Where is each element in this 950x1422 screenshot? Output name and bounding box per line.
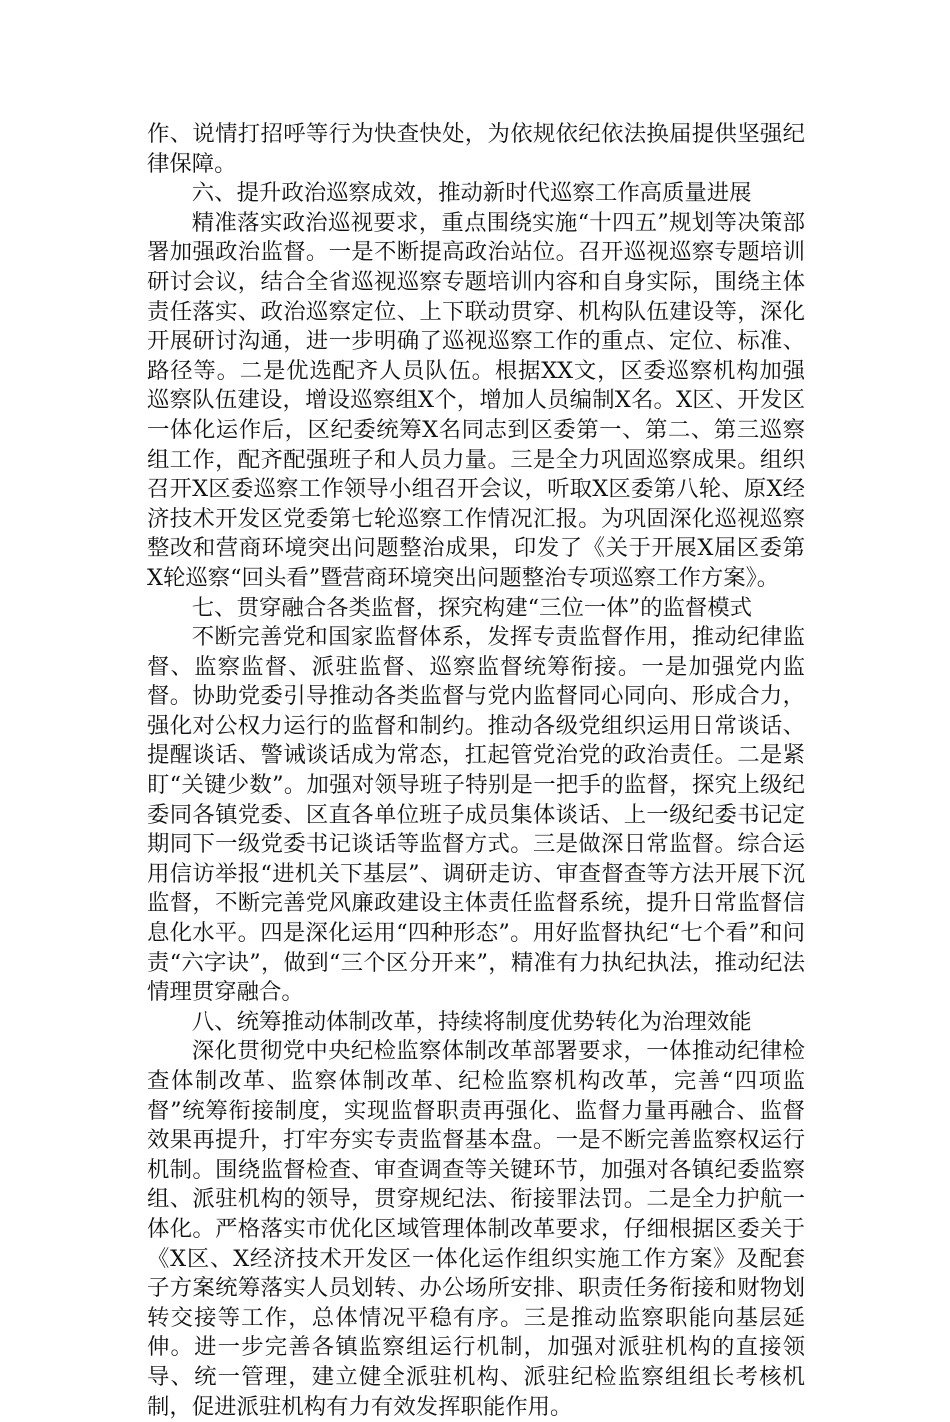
- section-heading-7: 七、贯穿融合各类监督，探究构建“三位一体”的监督模式: [191, 594, 753, 621]
- section-heading-8: 八、统筹推动体制改革，持续将制度优势转化为治理效能: [191, 1008, 752, 1035]
- section-body-7: 不断完善党和国家监督体系，发挥专责监督作用，推动纪律监督、监察监督、派驻监督、巡察监督统筹衔接。一是加强党内监督。协助党委引导推动各类监督与党内监督同心同向、形成合力，强化对公权力运行的监督和制约。推动各级党组织运用日常谈话、提醒谈话、警诫谈话成为常态，扛起管党治党的政治责任。二是紧盯“关键少数”。加强对领导班子特别是一把手的监督，探究上级纪委同各镇党委、区直各单位班子成员集体谈话、上一级纪委书记定期同下一级党委书记谈话等监督方式。三是做深日常监督。综合运用信访举报“进机关下基层”、调研走访、审查督查等方法开展下沉监督，不断完善党风廉政建设主体责任监督系统，提升日常监督信息化水平。四是深化运用“四种形态”。用好监督执纪“七个看”和问责“六字诀”，做到“三个区分开来”，精准有力执纪执法，推动纪法情理贯穿融合。: [147, 624, 805, 1006]
- paragraph-continuation: 作、说情打招呼等行为快查快处，为依规依纪依法换届提供坚强纪律保障。: [147, 121, 805, 177]
- document-page: [147, 120, 805, 1422]
- section-body-8: 深化贯彻党中央纪检监察体制改革部署要求，一体推动纪律检查体制改革、监察体制改革、纪检监察机构改革，完善“四项监督”统筹衔接制度，实现监督职责再强化、监督力量再融合、监督效果再提升，打牢夯实专责监督基本盘。一是不断完善监察权运行机制。围绕监督检查、审查调查等关键环节，加强对各镇纪委监察组、派驻机构的领导，贯穿规纪法、衔接罪法罚。二是全力护航一体化。严格落实市优化区域管理体制改革要求，仔细根据区委关于《X区、X经济技术开发区一体化运作组织实施工作方案》及配套子方案统筹落实人员划转、办公场所安排、职责任务衔接和财物划转交接等工作，总体情况平稳有序。三是推动监察职能向基层延伸。进一步完善各镇监察组运行机制，加强对派驻机构的直接领导、统一管理，建立健全派驻机构、派驻纪检监察组组长考核机制，促进派驻机构有力有效发挥职能作用。: [147, 1038, 805, 1420]
- section-body-6: 精准落实政治巡视要求，重点围绕实施“十四五”规划等决策部署加强政治监督。一是不断提高政治站位。召开巡视巡察专题培训研讨会议，结合全省巡视巡察专题培训内容和自身实际，围绕主体责任落实、政治巡察定位、上下联动贯穿、机构队伍建设等，深化开展研讨沟通，进一步明确了巡视巡察工作的重点、定位、标准、路径等。二是优选配齐人员队伍。根据XX文，区委巡察机构加强巡察队伍建设，增设巡察组X个，增加人员编制X名。X区、开发区一体化运作后，区纪委统筹X名同志到区委第一、第二、第三巡察组工作，配齐配强班子和人员力量。三是全力巩固巡察成果。组织召开X区委巡察工作领导小组召开会议，听取X区委第八轮、原X经济技术开发区党委第七轮巡察工作情况汇报。为巩固深化巡视巡察整改和营商环境突出问题整治成果，印发了《关于开展X届区委第X轮巡察“回头看”暨营商环境突出问题整治专项巡察工作方案》。: [147, 209, 805, 591]
- section-heading-6: 六、提升政治巡察成效，推动新时代巡察工作高质量进展: [191, 180, 752, 207]
